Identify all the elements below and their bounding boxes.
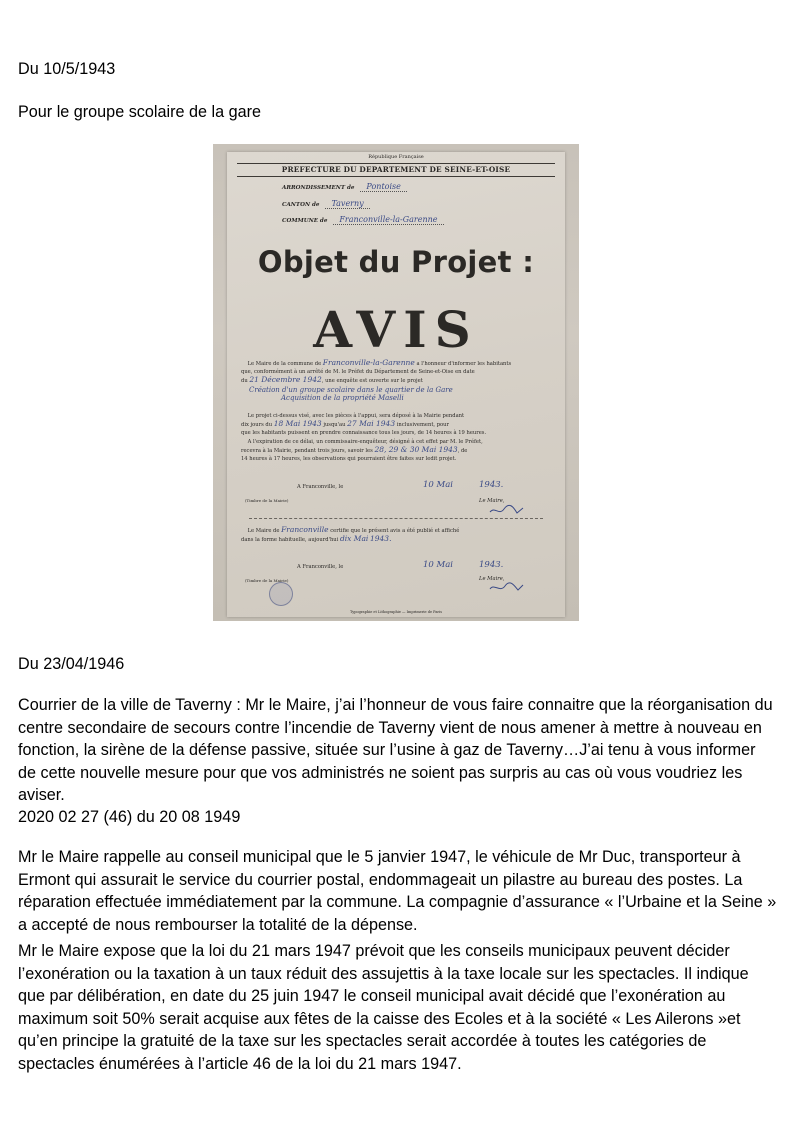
body-5a: recevra à la Mairie, pendant trois jours, savoir les	[241, 447, 373, 454]
poster-prefecture: PREFECTURE DU DEPARTEMENT DE SEINE-ET-OISE	[281, 165, 511, 174]
body-line-6: 14 heures à 17 heures, les observations qui pourraient être faites sur ledit projet.	[241, 456, 457, 463]
date-heading-1946: Du 23/04/1946	[18, 655, 125, 673]
body-line-1: Le projet ci-dessus visé, avec les pièces à l'appui, sera déposé à la Mairie pendant	[247, 413, 465, 419]
cert-2a: dans la forme habituelle, aujourd'hui	[241, 537, 339, 544]
cert-2c: 1943.	[369, 534, 392, 544]
poster-avis-title: AVIS	[313, 300, 479, 359]
poster-rule-top	[237, 163, 555, 164]
poster-canton	[282, 199, 370, 208]
notice-line-2: que, conformément à un arrêté de M. le Préfet du Département de Seine-et-Oise en date	[241, 369, 475, 376]
poster-place-1: A Franconville, le	[297, 484, 344, 490]
poster-maire-1: Le Maire,	[479, 498, 505, 504]
commune-value: Franconville-la-Garenne	[333, 215, 443, 225]
poster-year-1: 1943.	[479, 480, 504, 490]
poster-body	[241, 412, 551, 463]
body-2d: 27 Mai 1943	[347, 419, 396, 429]
poster-seal-label-2: (Timbre de la Mairie)	[245, 578, 289, 583]
cert-1b: Franconville	[281, 525, 329, 534]
poster-place-2: A Franconville, le	[297, 564, 344, 570]
poster-republique: République Française	[368, 154, 424, 160]
poster-seal-label-1: (Timbre de la Mairie)	[245, 498, 289, 503]
cert-1c: certifie que le présent avis a été publié et affiché	[330, 528, 460, 534]
poster-maire-2: Le Maire,	[479, 576, 505, 582]
poster-date-1: 10 Mai	[423, 480, 454, 490]
commune-label: COMMUNE de	[282, 218, 328, 224]
body-2b: 18 Mai 1943	[273, 419, 322, 429]
poster-rule-bottom	[237, 176, 555, 177]
cert-1a: Le Maire de	[247, 528, 280, 534]
canton-label: CANTON de	[282, 202, 320, 208]
notice-line-3: du	[241, 378, 248, 385]
body-2c: jusqu'au	[323, 422, 346, 429]
arr-value: Pontoise	[360, 182, 406, 192]
notice-line-3-hw: 21 Décembre 1942	[249, 375, 322, 385]
poster-certificate	[241, 526, 551, 544]
avis-poster	[227, 152, 565, 617]
body-5c: , de	[457, 447, 468, 454]
poster-date-2: 10 Mai	[423, 560, 454, 570]
notice-line-1-end: a l'honneur d'informer les habitants	[416, 361, 512, 367]
reference-1949: 2020 02 27 (46) du 20 08 1949	[18, 808, 241, 826]
signature-1-icon	[489, 504, 525, 516]
date-heading-1943: Du 10/5/1943	[18, 60, 116, 78]
paragraph-postal-damage: Mr le Maire rappelle au conseil municipal que le 5 janvier 1947, le véhicule de Mr Duc, transporteur à Ermont qui assurait le service du courrier postal, endommageait un pilastre au bureau des postes. La réparation effectuée immédiatement par la commune. La compagnie d’assurance « l’Urbaine et la Seine » a accepté de nous rembourser la totalité de la dépense.	[18, 848, 777, 934]
paragraph-spectacle-tax: Mr le Maire expose que la loi du 21 mars 1947 prévoit que les conseils municipaux peuvent décider l’exonération ou la taxation à un taux réduit des assujettis à la taxe locale sur les spectacles. Il indique que par délibération, en date du 25 juin 1947 le conseil municipal avait décidé que l’exonération au maximum soit 50% serait acquise aux fêtes de la caisse des Ecoles et à la société « Les Ailerons »et qu’en principe la gratuité de la taxe sur les spectacles serait accordée à toutes les catégories de spectacles énumérées à l’article 46 de la loi du 21 mars 1947.	[18, 942, 749, 1073]
project-line-2: Acquisition de la propriété Maselli	[281, 393, 404, 402]
body-5b: 28, 29 & 30 Mai 1943	[374, 444, 458, 454]
notice-line-1-hw: Franconville-la-Garenne	[322, 358, 415, 367]
signature-2-icon	[489, 582, 525, 594]
mairie-stamp-icon	[269, 582, 293, 606]
cert-2b: dix Mai	[339, 534, 369, 544]
poster-separator	[249, 518, 543, 519]
body-line-3: que les habitants puissent en prendre connaissance tous les jours, de 14 heures à 19 heures.	[241, 430, 487, 437]
poster-printer-footer: Typographie et Lithographie — Imprimerie de Paris	[349, 610, 443, 614]
poster-year-2: 1943.	[479, 560, 504, 570]
poster-photo	[213, 144, 579, 621]
notice-line-1: Le Maire de la commune de	[247, 361, 322, 367]
body-line-4: A l'expiration de ce délai, un commissaire-enquêteur, désigné à cet effet par M. le Préfet,	[247, 438, 483, 445]
poster-commune	[282, 215, 444, 224]
body-2a: dix jours du	[241, 422, 273, 429]
canton-value: Taverny	[325, 199, 369, 209]
body-2e: inclusivement, pour	[396, 422, 449, 429]
poster-notice-lines	[241, 359, 551, 402]
project-line-1: Création d'un groupe scolaire dans le quartier de la Gare	[249, 385, 453, 394]
poster-arrondissement	[282, 182, 407, 191]
caption-groupe-scolaire: Pour le groupe scolaire de la gare	[18, 103, 261, 121]
paragraph-taverny-letter: Courrier de la ville de Taverny : Mr le Maire, j’ai l’honneur de vous faire connaitre que la réorganisation du centre secondaire de secours contre l’incendie de Taverny vient de nous amener à mettre à nouveau en fonction, la sirène de la défense passive, située sur l’usine à gaz de Taverny…J’ai tenu à vous informer de cette nouvelle mesure pour que vos administrés ne soient pas surpris au cas où vous voudriez les aviser.	[18, 696, 773, 804]
notice-line-3-end: , une enquête est ouverte sur le projet	[321, 378, 423, 385]
poster-objet-title: Objet du Projet :	[257, 245, 535, 279]
arr-label: ARRONDISSEMENT de	[282, 185, 355, 191]
